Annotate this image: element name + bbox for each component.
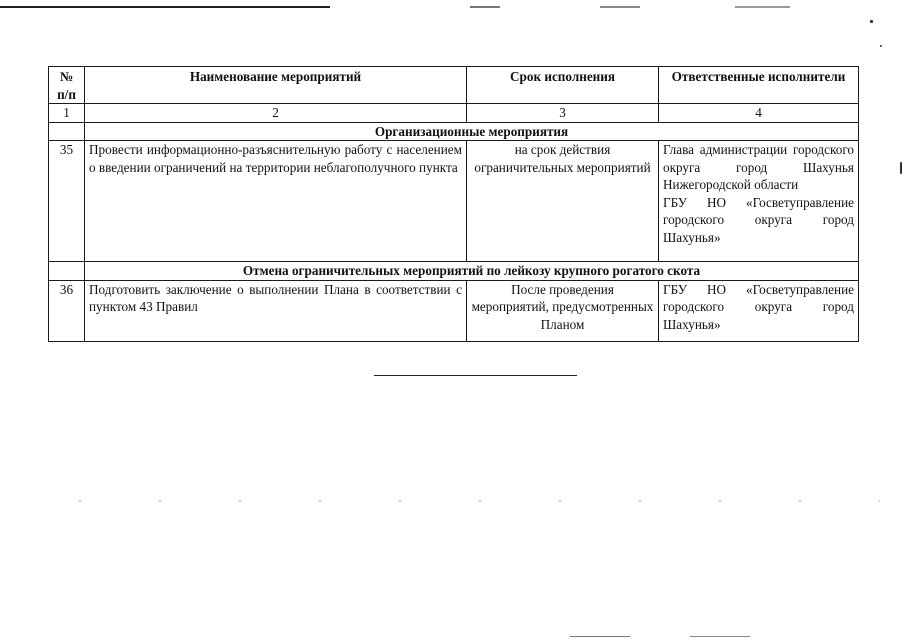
row-number: 36 <box>49 280 85 341</box>
scan-bottom-border <box>570 636 870 637</box>
responsible-cell <box>659 141 859 262</box>
column-number: 3 <box>467 104 659 123</box>
section-heading-spacer <box>49 262 85 281</box>
scan-speck <box>870 20 873 23</box>
measure-name: Провести информационно-разъяснительную работу с населением о введении ограничений на территории неблагополучного пункта <box>85 141 467 262</box>
scan-top-border <box>0 6 905 8</box>
header-row <box>49 67 859 104</box>
column-number: 1 <box>49 104 85 123</box>
table-row <box>49 280 859 341</box>
section-heading-row <box>49 122 859 141</box>
responsible-party: ГБУ НО «Госветуправление городского округа город Шахунья» <box>663 281 854 332</box>
table-row <box>49 141 859 262</box>
deadline: на срок действия ограничительных мероприятий <box>467 141 659 262</box>
responsible-cell <box>659 280 859 341</box>
section-heading-row <box>49 262 859 281</box>
column-number-row <box>49 104 859 123</box>
column-number: 2 <box>85 104 467 123</box>
scan-speck <box>880 45 882 47</box>
header-responsible: Ответственные исполнители <box>659 67 859 104</box>
closing-rule <box>374 375 577 376</box>
section-heading-spacer <box>49 122 85 141</box>
deadline: После проведения мероприятий, предусмотренных Планом <box>467 280 659 341</box>
scan-noise <box>40 500 880 502</box>
scan-speck <box>900 162 902 174</box>
row-number: 35 <box>49 141 85 262</box>
header-name: Наименование мероприятий <box>85 67 467 104</box>
responsible-party: ГБУ НО «Госветуправление городского округа город Шахунья» <box>663 194 854 245</box>
section-title: Организационные мероприятия <box>85 122 859 141</box>
header-num: № п/п <box>49 67 85 104</box>
column-number: 4 <box>659 104 859 123</box>
responsible-party: Глава администрации городского округа город Шахунья Нижегородской области <box>663 142 854 192</box>
measures-table <box>48 66 859 342</box>
header-deadline: Срок исполнения <box>467 67 659 104</box>
section-title: Отмена ограничительных мероприятий по лейкозу крупного рогатого скота <box>85 262 859 281</box>
measure-name: Подготовить заключение о выполнении Плана в соответствии с пунктом 43 Правил <box>85 280 467 341</box>
